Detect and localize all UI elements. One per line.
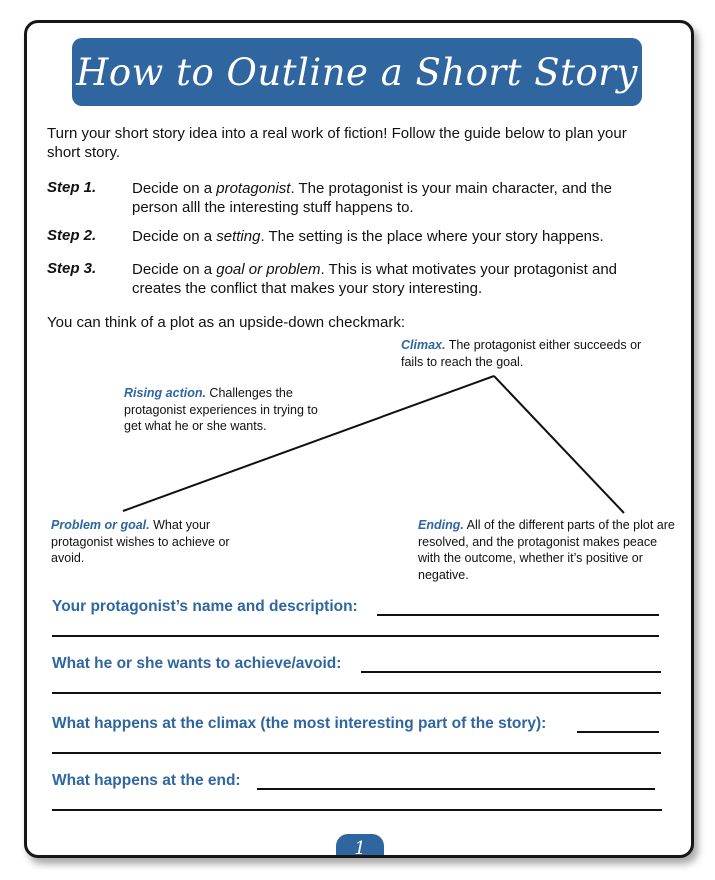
ending-annotation: Ending. All of the different parts of the plot are resolved, and the protagonist makes peace with the outcome, whether it’s positive or negative. [418,518,675,582]
answer-line-want-1[interactable] [361,671,661,673]
question-end: What happens at the end: [52,772,241,789]
answer-line-end-1[interactable] [257,788,655,790]
plot-intro: You can think of a plot as an upside-down checkmark: [47,314,405,331]
step-2-label: Step 2. [47,227,97,244]
answer-line-climax-1[interactable] [577,731,659,733]
answer-line-climax-2[interactable] [52,752,661,754]
climax-annotation: Climax. The protagonist either succeeds or fails to reach the goal. [401,338,642,369]
answer-line-end-2[interactable] [52,809,662,811]
step-3-text: Decide on a goal or problem. This is what motivates your protagonist and creates the conflict that makes your story interesting. [132,261,618,297]
rising-action-annotation: Rising action. Challenges the protagonist experiences in trying to get what he or she wants. [124,386,318,433]
worksheet-page [24,20,694,858]
intro-paragraph: Turn your short story idea into a real work of fiction! Follow the guide below to plan your short story. [47,125,627,161]
step-2-text: Decide on a setting. The setting is the place where your story happens. [132,228,604,245]
problem-goal-annotation: Problem or goal. What your protagonist wishes to achieve or avoid. [51,518,230,565]
step-1-text: Decide on a protagonist. The protagonist is your main character, and the person alll the interesting stuff happens to. [132,180,613,216]
question-protagonist: Your protagonist’s name and description: [52,598,358,615]
answer-line-want-2[interactable] [52,692,661,694]
step-1-label: Step 1. [47,179,97,196]
page-title: How to Outline a Short Story [76,50,638,94]
question-want: What he or she wants to achieve/avoid: [52,655,342,672]
step-3-label: Step 3. [47,260,97,277]
falling-action-line [494,376,624,513]
answer-line-protagonist-2[interactable] [52,635,659,637]
question-climax: What happens at the climax (the most interesting part of the story): [52,715,547,732]
page-number-tab: 1 [336,834,384,858]
answer-line-protagonist-1[interactable] [377,614,659,616]
